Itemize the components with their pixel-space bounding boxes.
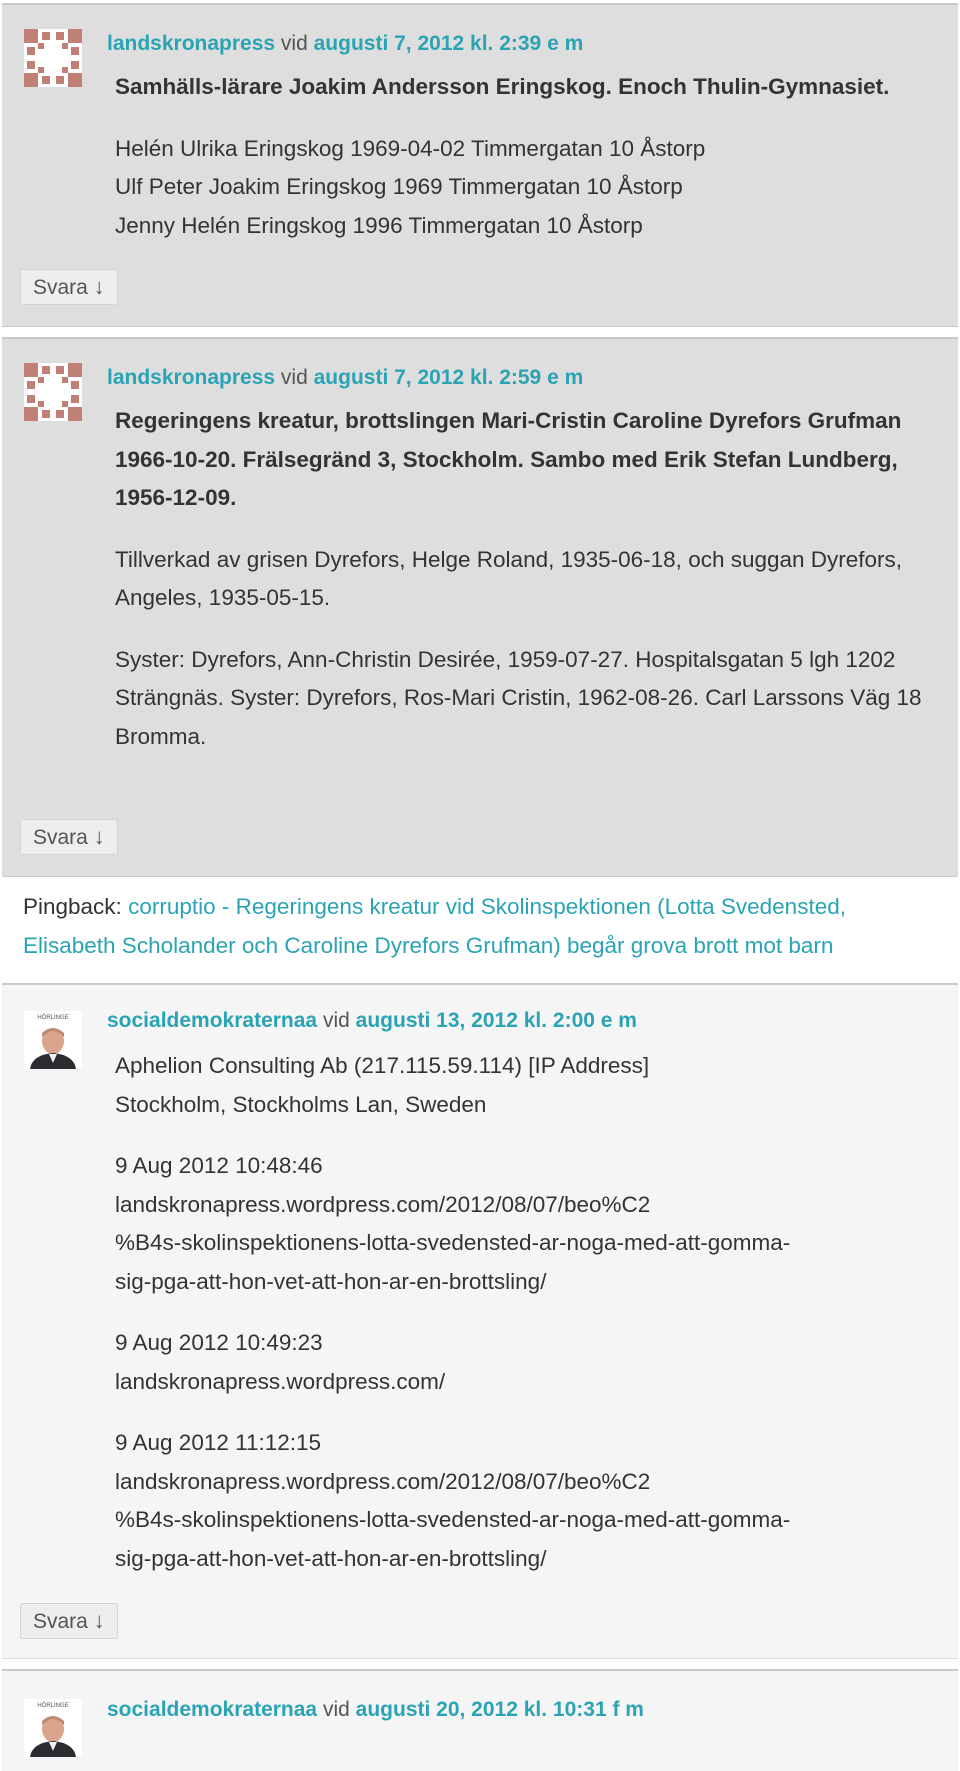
comment-author-link[interactable]: socialdemokraternaa <box>107 1009 318 1032</box>
reply-button[interactable] <box>20 819 118 855</box>
comment-date-link[interactable]: augusti 7, 2012 kl. 2:39 e m <box>313 32 584 55</box>
comment-line: %B4s-skolinspektionens-lotta-svedensted-ar-noga-med-att-gomma- <box>115 1230 791 1255</box>
pingback <box>23 888 943 965</box>
comment <box>2 3 958 327</box>
comment-author-link[interactable]: landskronapress <box>107 32 276 55</box>
comment-line: sig-pga-att-hon-vet-att-hon-ar-en-brottsling/ <box>115 1545 547 1571</box>
comment-meta <box>107 1006 637 1036</box>
comment-date-link[interactable]: augusti 20, 2012 kl. 10:31 f m <box>355 1698 644 1721</box>
arrow-down-icon: ↓ <box>93 1608 105 1633</box>
comment-paragraph <box>115 1424 935 1578</box>
pingback-link[interactable]: corruptio - Regeringens kreatur vid Skolinspektionen (Lotta Svedensted, Elisabeth Scholander och Caroline Dyrefors Grufman) begår grova brott mot barn <box>23 894 846 958</box>
person-photo-icon <box>24 1699 82 1757</box>
identicon-icon <box>24 363 82 421</box>
comment-line: sig-pga-att-hon-vet-att-hon-ar-en-brottsling/ <box>115 1268 547 1294</box>
comment-paragraph: Regeringens kreatur, brottslingen Mari-Cristin Caroline Dyrefors Grufman 1966-10-20. Frälsegränd 3, Stockholm. Sambo med Erik Stefan Lundberg, 1956-12-09. <box>115 408 902 510</box>
comment <box>2 983 958 1659</box>
avatar[interactable] <box>24 1699 82 1757</box>
comment-paragraph: Tillverkad av grisen Dyrefors, Helge Roland, 1935-06-18, och suggan Dyrefors, Angeles, 1935-05-15. <box>115 546 903 610</box>
comment-author-link[interactable]: socialdemokraternaa <box>107 1698 318 1721</box>
comment-line: landskronapress.wordpress.com/2012/08/07/beo%C2 <box>115 1191 651 1217</box>
comment-line: Stockholm, Stockholms Lan, Sweden <box>115 1091 487 1117</box>
vid-word: vid <box>322 1009 350 1032</box>
comment-body <box>115 1047 935 1601</box>
avatar-caption: HÖRLINGE <box>37 1703 69 1709</box>
reply-label: Svara <box>33 1610 88 1633</box>
arrow-down-icon: ↓ <box>93 824 105 849</box>
comment-meta <box>107 363 583 393</box>
comment-paragraph: Samhälls-lärare Joakim Andersson Eringskog. Enoch Thulin-Gymnasiet. <box>115 74 890 99</box>
avatar[interactable] <box>24 1011 82 1069</box>
comment-body <box>115 402 935 779</box>
pingback-label: Pingback: <box>23 894 122 919</box>
comment <box>2 1669 958 1771</box>
reply-label: Svara <box>33 276 88 299</box>
comment-author-link[interactable]: landskronapress <box>107 366 276 389</box>
vid-word: vid <box>280 366 308 389</box>
comment <box>2 337 958 877</box>
comment-line: %B4s-skolinspektionens-lotta-svedensted-ar-noga-med-att-gomma- <box>115 1507 791 1532</box>
comment-paragraph <box>115 1047 935 1124</box>
comment-date-link[interactable]: augusti 7, 2012 kl. 2:59 e m <box>313 366 584 389</box>
comment-line: 9 Aug 2012 10:48:46 <box>115 1153 323 1178</box>
comment-line: 9 Aug 2012 10:49:23 <box>115 1330 323 1355</box>
vid-word: vid <box>322 1698 350 1721</box>
comment-date-link[interactable]: augusti 13, 2012 kl. 2:00 e m <box>355 1009 637 1032</box>
comment-line: Jenny Helén Eringskog 1996 Timmergatan 10 Åstorp <box>115 212 643 238</box>
reply-label: Svara <box>33 826 88 849</box>
comment-line: Ulf Peter Joakim Eringskog 1969 Timmergatan 10 Åstorp <box>115 174 683 199</box>
comment-meta <box>107 1695 644 1725</box>
comment-paragraph <box>115 1147 935 1301</box>
comment-line: Helén Ulrika Eringskog 1969-04-02 Timmergatan 10 Åstorp <box>115 135 706 161</box>
vid-word: vid <box>280 32 308 55</box>
comment-paragraph: Syster: Dyrefors, Ann-Christin Desirée, 1959-07-27. Hospitalsgatan 5 lgh 1202 Strängnäs. Syster: Dyrefors, Ros-Mari Cristin, 1962-08-26. Carl Larssons Väg 18 Bromma. <box>115 646 922 749</box>
reply-button[interactable] <box>20 269 118 305</box>
avatar-caption: HÖRLINGE <box>37 1015 69 1021</box>
comment-meta <box>107 29 583 59</box>
person-photo-icon <box>24 1011 82 1069</box>
comment-paragraph <box>115 1324 935 1401</box>
identicon-icon <box>24 29 82 87</box>
avatar[interactable] <box>24 29 82 87</box>
comment-paragraph <box>115 130 935 246</box>
comment-line: landskronapress.wordpress.com/ <box>115 1368 446 1394</box>
comment-body <box>115 68 935 268</box>
comment-line: 9 Aug 2012 11:12:15 <box>115 1430 322 1455</box>
arrow-down-icon: ↓ <box>93 274 105 299</box>
comment-line: landskronapress.wordpress.com/2012/08/07/beo%C2 <box>115 1468 651 1494</box>
reply-button[interactable] <box>20 1603 118 1639</box>
comment-line: Aphelion Consulting Ab (217.115.59.114) [IP Address] <box>115 1053 650 1078</box>
avatar[interactable] <box>24 363 82 421</box>
